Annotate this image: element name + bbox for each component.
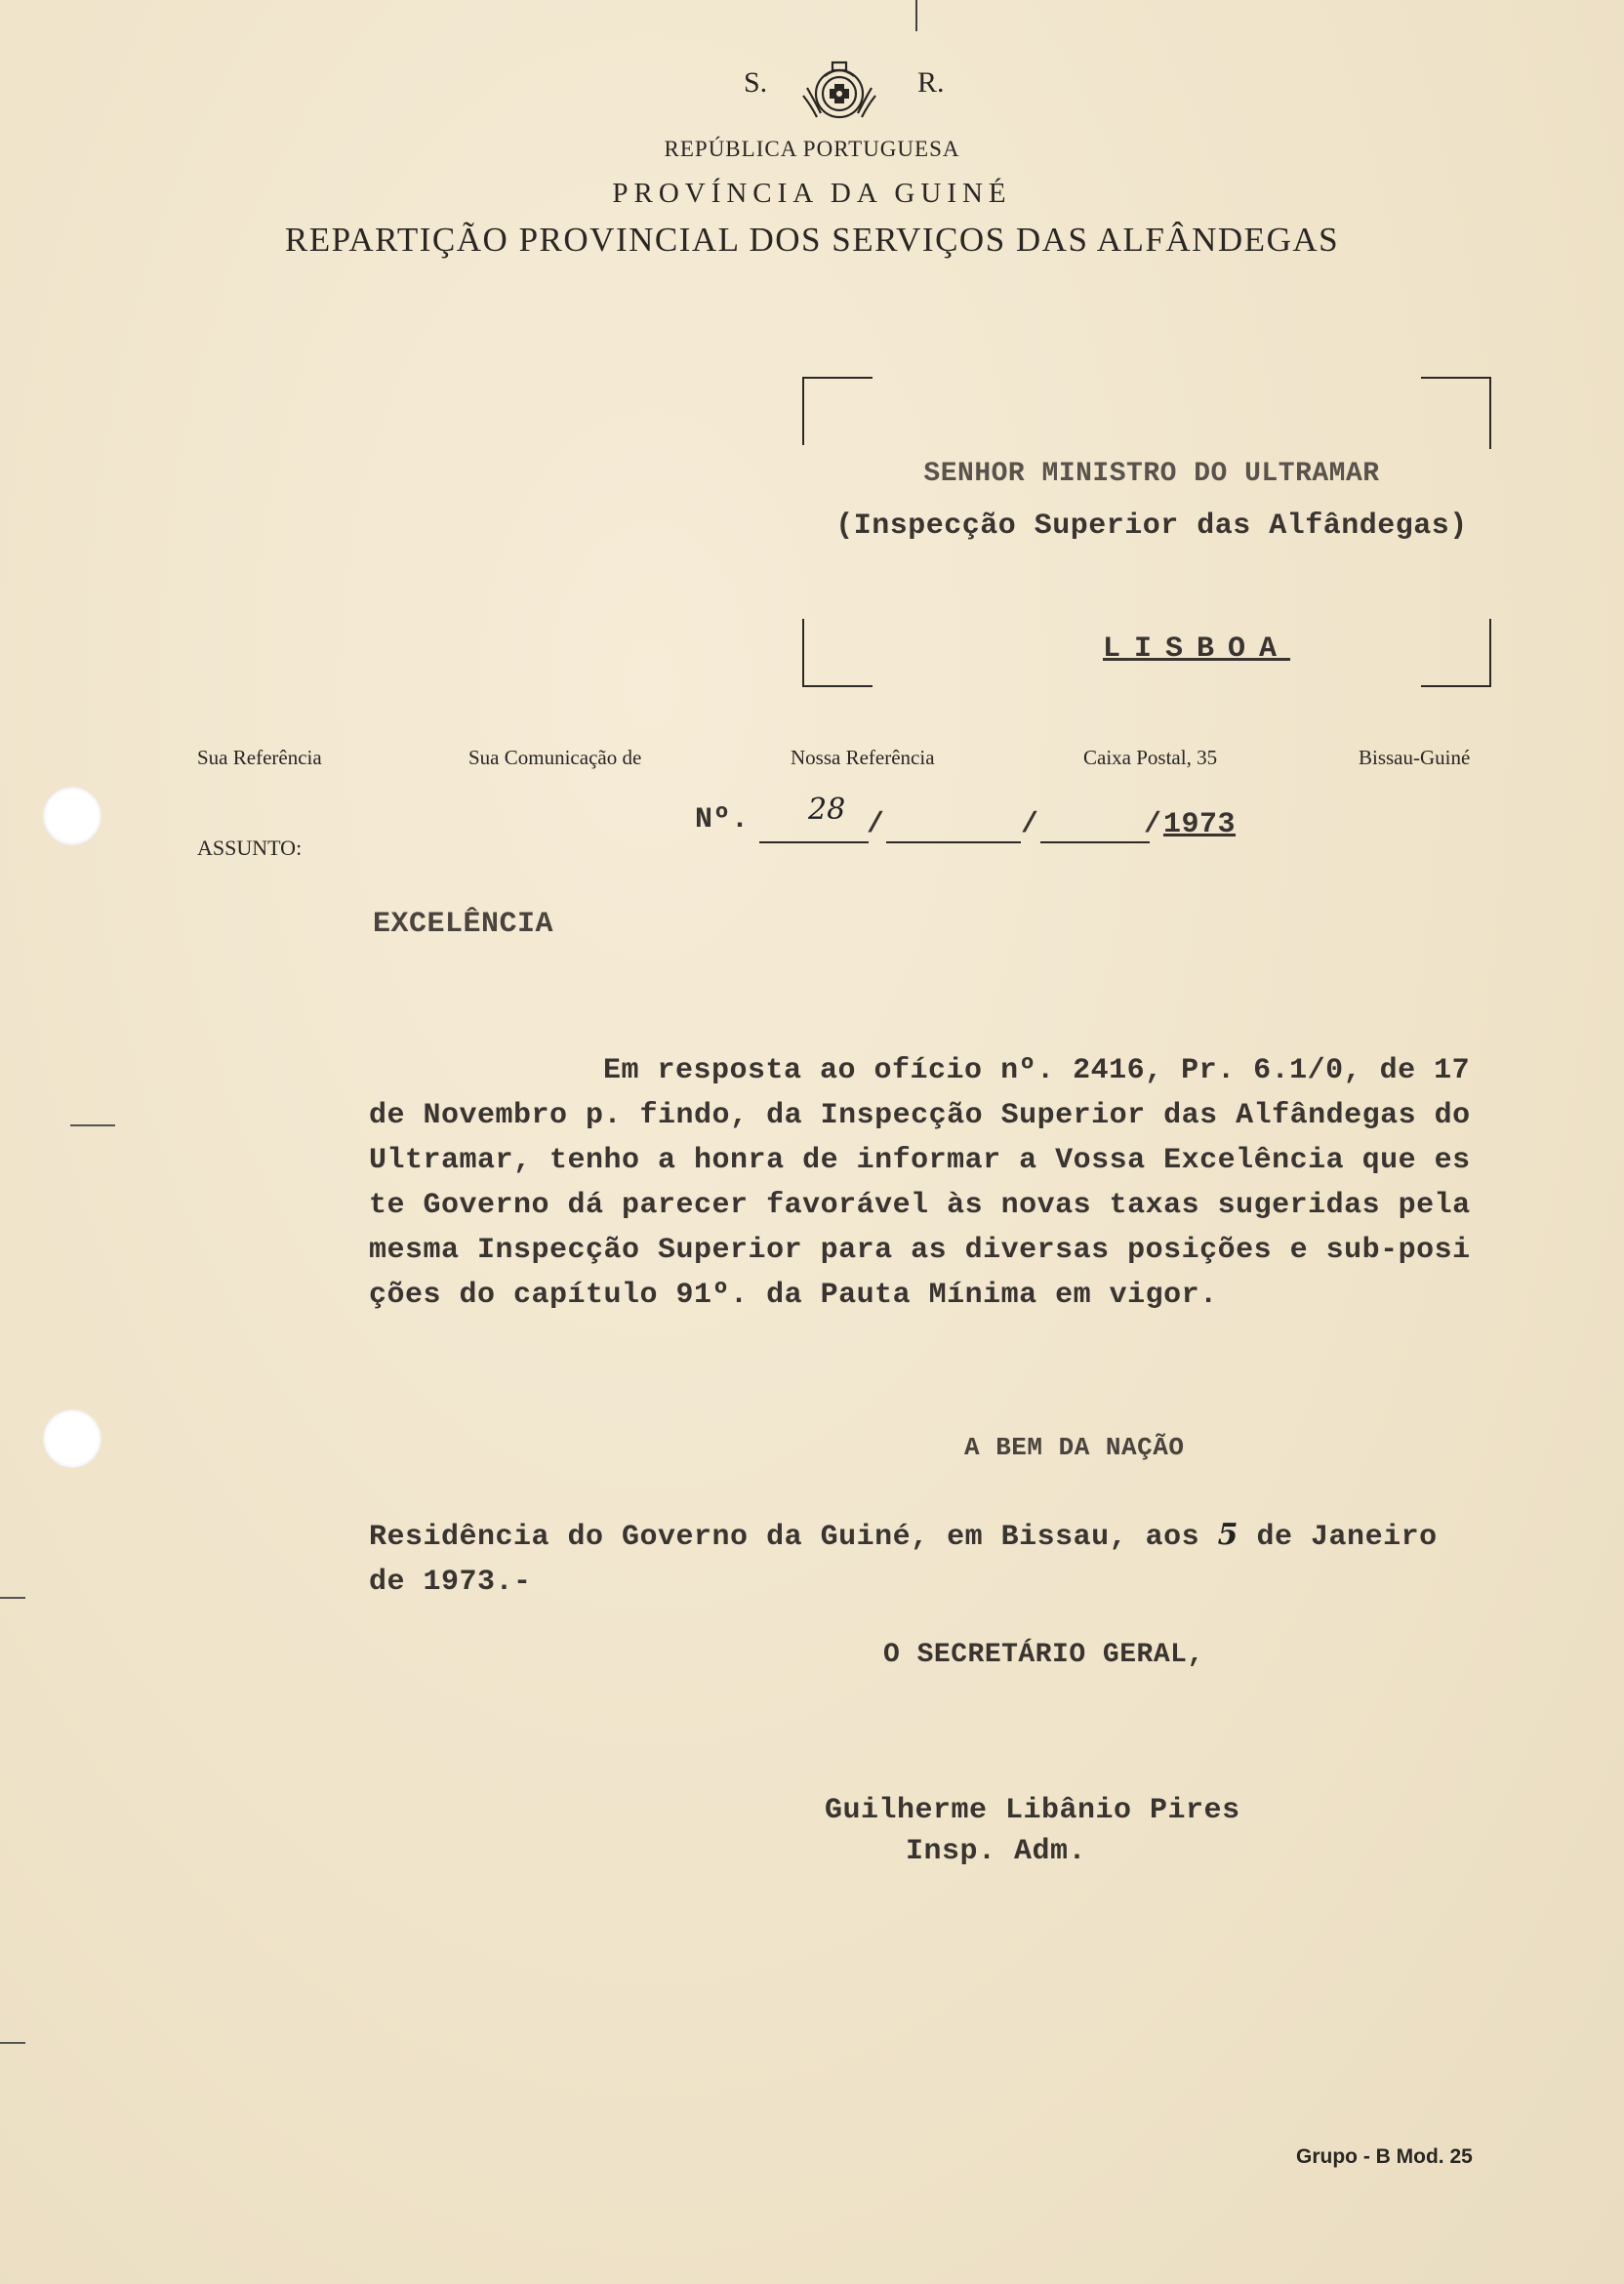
- reference-separator-2: /: [1021, 808, 1039, 841]
- residence-month: de Janeiro: [1256, 1521, 1438, 1554]
- label-caixa-postal: Caixa Postal, 35: [1083, 746, 1218, 769]
- recipient-city: LISBOA: [1103, 632, 1291, 666]
- paragraph-line: ções do capítulo 91º. da Pauta Mínima em vigor.: [369, 1279, 1218, 1312]
- paragraph-line: de Novembro p. findo, da Inspecção Superior das Alfândegas do: [369, 1099, 1471, 1132]
- punch-hole-bottom: [43, 1409, 102, 1468]
- address-corner-bottom-left: [802, 619, 873, 687]
- residence-text: Residência do Governo da Guiné, em Bissau, aos: [369, 1521, 1200, 1554]
- province-heading: PROVÍNCIA DA GUINÉ: [612, 178, 1012, 209]
- portuguese-coat-of-arms-icon: [795, 57, 883, 125]
- letter-s: S.: [744, 66, 768, 99]
- reference-separator-1: /: [867, 808, 885, 841]
- reference-line-2: [886, 841, 1021, 843]
- handwritten-day: 5: [1217, 1518, 1239, 1552]
- signatory-role: Insp. Adm.: [906, 1835, 1087, 1868]
- recipient-department: (Inspecção Superior das Alfândegas): [835, 510, 1468, 543]
- salutation: EXCELÊNCIA: [373, 908, 554, 941]
- paragraph-line: mesma Inspecção Superior para as diversas posições e sub-posi: [369, 1234, 1471, 1267]
- address-corner-top-right: [1421, 377, 1491, 449]
- address-corner-top-left: [802, 377, 873, 445]
- reference-handwritten-number: 28: [808, 793, 846, 827]
- fold-mark: [70, 1124, 115, 1126]
- closing-formula: A BEM DA NAÇÃO: [964, 1433, 1185, 1462]
- label-sua-referencia: Sua Referência: [197, 746, 322, 769]
- paragraph-line: Ultramar, tenho a honra de informar a Vossa Excelência que es: [369, 1144, 1471, 1177]
- punch-hole-top: [43, 787, 102, 845]
- recipient-title: SENHOR MINISTRO DO ULTRAMAR: [923, 459, 1380, 489]
- label-location: Bissau-Guiné: [1359, 746, 1471, 769]
- reference-line-3: [1040, 841, 1150, 843]
- reference-year: 1973: [1163, 808, 1237, 841]
- fold-mark: [0, 2042, 25, 2044]
- paragraph-line: te Governo dá parecer favorável às novas taxas sugeridas pela: [369, 1189, 1471, 1222]
- signatory-title: O SECRETÁRIO GERAL,: [883, 1640, 1204, 1670]
- label-sua-comunicacao: Sua Comunicação de: [468, 746, 642, 769]
- letter-r: R.: [917, 66, 945, 99]
- label-nossa-referencia: Nossa Referência: [791, 746, 935, 769]
- fold-mark: [0, 1597, 25, 1599]
- body-paragraph: [369, 1048, 1540, 1318]
- top-center-mark: [915, 0, 917, 31]
- reference-separator-3: /: [1144, 808, 1162, 841]
- department-heading: REPARTIÇÃO PROVINCIAL DOS SERVIÇOS DAS ALFÂNDEGAS: [284, 221, 1340, 259]
- reference-line-1: [759, 841, 869, 843]
- label-assunto: ASSUNTO:: [197, 836, 303, 860]
- paragraph-line: Em resposta ao ofício nº. 2416, Pr. 6.1/0, de 17: [603, 1054, 1471, 1087]
- reference-prefix: Nº.: [695, 803, 750, 836]
- address-corner-bottom-right: [1421, 619, 1491, 687]
- reference-number: [695, 803, 750, 836]
- residence-year: de 1973.-: [369, 1566, 532, 1599]
- republic-heading: REPÚBLICA PORTUGUESA: [664, 137, 960, 161]
- form-model: Grupo - B Mod. 25: [1296, 2145, 1473, 2168]
- residence-dateline: [369, 1513, 1540, 1605]
- signatory-name: Guilherme Libânio Pires: [825, 1794, 1240, 1827]
